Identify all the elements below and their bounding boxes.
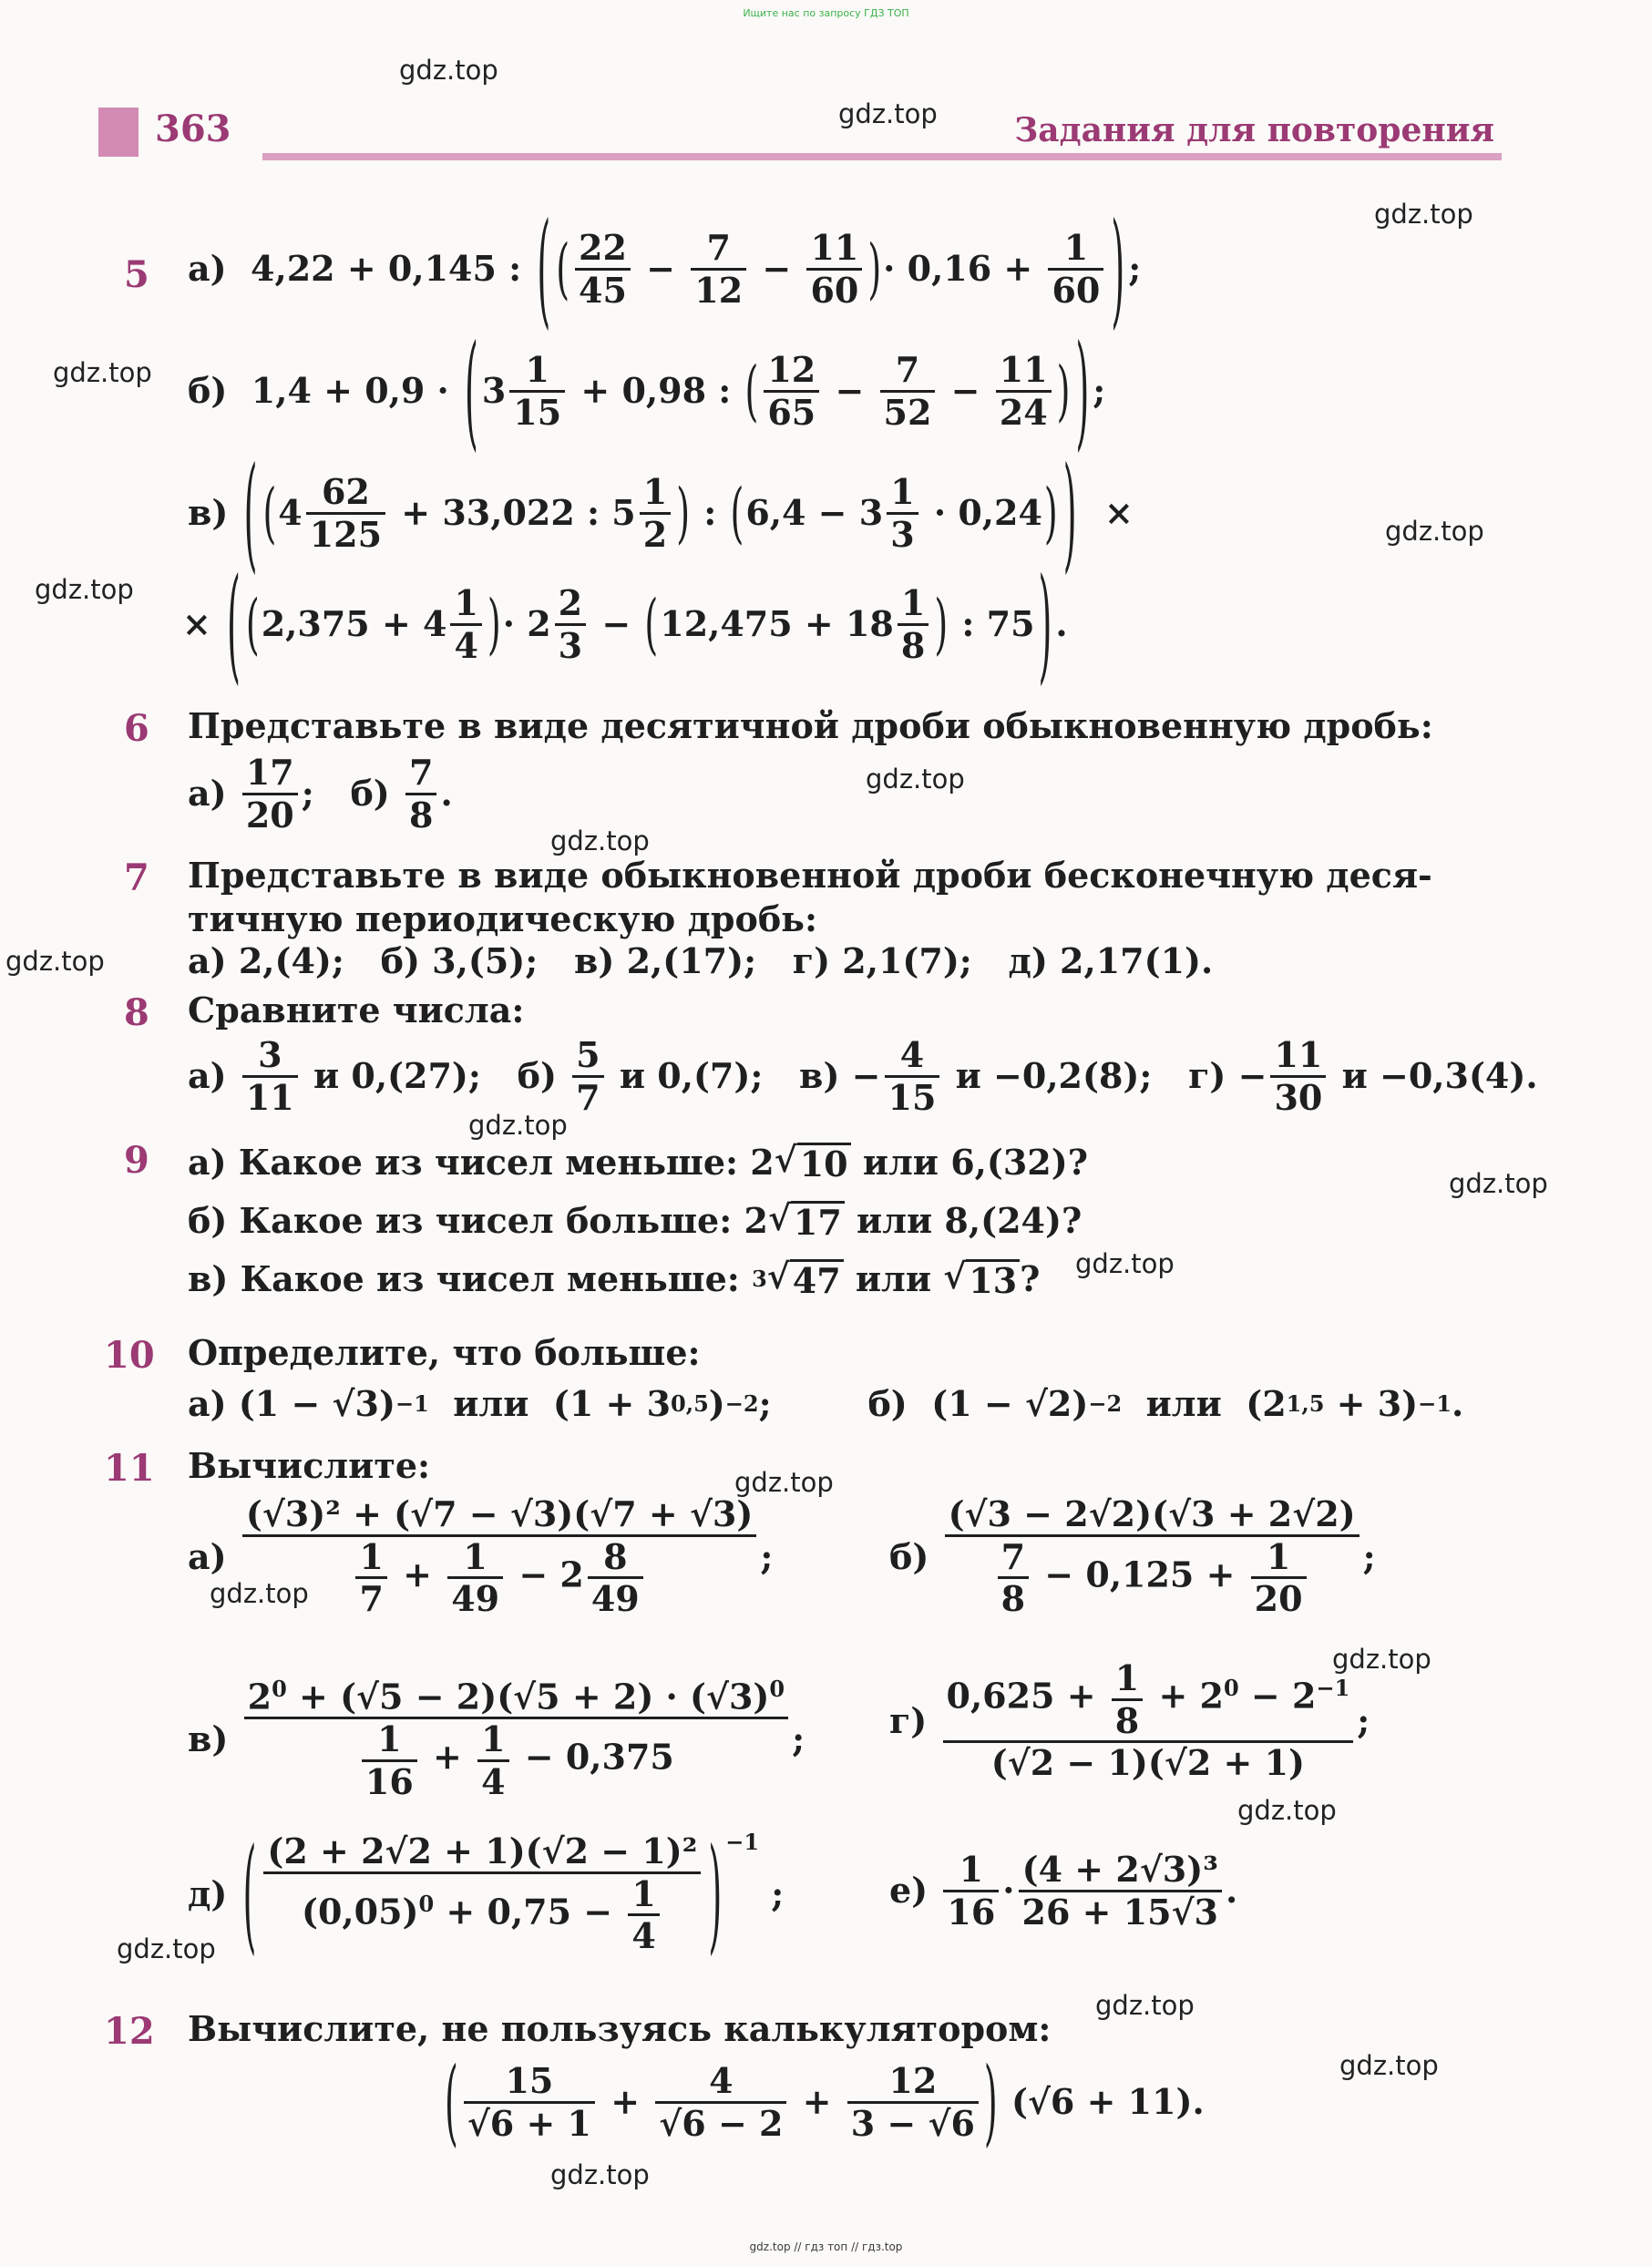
task-10-items: а) (1 − √3) −1 или (1 + 3 0,5 ) −2 ; б) (1 − √2) −2 или (2 1,5 + 3) −1 . (188, 1383, 1464, 1424)
watermark: gdz.top (734, 1467, 834, 1498)
watermark: gdz.top (53, 357, 152, 388)
task-11b: б) (√3 − 2√2)(√3 + 2√2) $\frac{7}{8}$ − 0,125 + $\frac{1}{20}$ ; (889, 1493, 1376, 1620)
task-12-text: Вычислите, не пользуясь калькулятором: (188, 2008, 1052, 2049)
task-number: 8 (124, 991, 149, 1034)
bottom-note: gdz.top // гдз топ // гдз.top (749, 2240, 903, 2253)
task-9c: в) Какое из чисел меньше: 3 √ 47 или √ 13 ? (188, 1256, 1041, 1301)
task-number: 11 (104, 1447, 155, 1490)
task-7-text1: Представьте в виде обыкновенной дроби бесконечную деся- (188, 855, 1432, 896)
header-tab-marker (98, 108, 139, 157)
task-6-text: Представьте в виде десятичной дроби обыкновенную дробь: (188, 705, 1433, 746)
watermark: gdz.top (838, 98, 938, 129)
task-11e: е) $\frac{1}{16}$ · $\frac{\text{(4 + 2√3)³}}{26 + 15√3}$ . (889, 1849, 1238, 1933)
watermark: gdz.top (1095, 1990, 1195, 2021)
task-7-text2: тичную периодическую дробь: (188, 898, 817, 939)
task-number: 5 (124, 253, 149, 296)
task-9b: б) Какое из чисел больше: 2 √ 17 или 8,(24)? (188, 1197, 1083, 1243)
task-5c-line1: в) ( ( 4 $\frac{62}{125}$ + 33,022 : 5 $\frac{1}{2}$ ) : ( 6,4 − 3 $\frac{1}{3}$ · 0,24 ) ) × (188, 440, 1134, 586)
watermark: gdz.top (550, 825, 650, 856)
task-9a: а) Какое из чисел меньше: 2 √ 10 или 6,(32)? (188, 1139, 1088, 1184)
section-title: Задания для повторения (1014, 111, 1494, 149)
watermark: gdz.top (1332, 1644, 1431, 1675)
watermark: gdz.top (210, 1578, 309, 1609)
top-note: Ищите нас по запросу ГДЗ ТОП (743, 7, 909, 19)
watermark: gdz.top (550, 2159, 650, 2190)
task-11d: д) ( (2 + 2√2 + 1)(√2 − 1)² $(0,05)^0 + 0,75$ − $\frac{1}{4}$ ) $^{-1}$ ; (188, 1821, 785, 1966)
page-number: 363 (155, 108, 231, 150)
task-number: 9 (124, 1139, 149, 1182)
task-5c-line2: × ( ( 2,375 + 4 $\frac{1}{4}$ ) · 2 $\frac{2}{3}$ − ( 12,475 + 18 $\frac{1}{8}$ ) : 75 ) . (182, 551, 1068, 697)
task-8-items: а) $\frac{3}{11}$ и 0,(27); б) $\frac{5}{7}$ и 0,(7); в) − $\frac{4}{15}$ и −0,2(8); г) − $\frac{11}{30}$ и −0,3(4). (188, 1034, 1538, 1118)
task-11g: г) 0,625 + $\frac{1}{8}$ + $2^0 - 2^{-1}$ (√2 − 1)(√2 + 1) ; (889, 1657, 1370, 1784)
task-5b: б) 1,4 + 0,9 · ( 3 $\frac{1}{15}$ + 0,98 : ( $\frac{12}{65}$ − $\frac{7}{52}$ − $\frac{11}{24}$ ) ) ; (188, 318, 1106, 464)
watermark: gdz.top (117, 1933, 216, 1964)
task-12-expression: ( $\frac{15}{√6 + 1}$ + $\frac{4}{√6 - 2}$ + $\frac{12}{3 - √6}$ ) (√6 + 11). (445, 2047, 1205, 2157)
watermark: gdz.top (1237, 1795, 1337, 1826)
watermark: gdz.top (1449, 1168, 1548, 1199)
watermark: gdz.top (1385, 516, 1484, 547)
task-6-items: а) $\frac{17}{20}$ ; б) $\frac{7}{8}$ . (188, 752, 453, 836)
watermark: gdz.top (866, 764, 965, 795)
task-number: 6 (124, 707, 149, 750)
task-7-items: а) 2,(4); б) 3,(5); в) 2,(17); г) 2,1(7); д) 2,17(1). (188, 940, 1214, 981)
task-11-text: Вычислите: (188, 1445, 431, 1486)
task-10-text: Определите, что больше: (188, 1332, 701, 1373)
task-5a: а) 4,22 + 0,145 : ( ( $\frac{22}{45}$ − $\frac{7}{12}$ − $\frac{11}{60}$ ) · 0,16 + $\frac{1}{60}$ ) ; (188, 196, 1142, 342)
page-header (98, 102, 1502, 160)
watermark: gdz.top (468, 1110, 568, 1141)
header-rule (262, 153, 1502, 160)
task-number: 12 (104, 2010, 155, 2053)
watermark: gdz.top (1339, 2050, 1439, 2081)
task-number: 7 (124, 856, 149, 899)
task-8-text: Сравните числа: (188, 989, 525, 1030)
task-11v: в) $2^0 + (√5 - 2)(√5 + 2) \cdot (√3)^0$ $\frac{1}{16}$ + $\frac{1}{4}$ − 0,375 ; (188, 1676, 805, 1803)
task-11a: а) (√3)² + (√7 − √3)(√7 + √3) $\frac{1}{7}$ + $\frac{1}{49}$ − 2 $\frac{8}{49}$ ; (188, 1493, 774, 1620)
watermark: gdz.top (1374, 199, 1473, 230)
watermark: gdz.top (399, 55, 498, 86)
watermark: gdz.top (5, 946, 105, 977)
task-number: 10 (104, 1334, 155, 1377)
watermark: gdz.top (35, 574, 134, 605)
watermark: gdz.top (1075, 1248, 1175, 1279)
